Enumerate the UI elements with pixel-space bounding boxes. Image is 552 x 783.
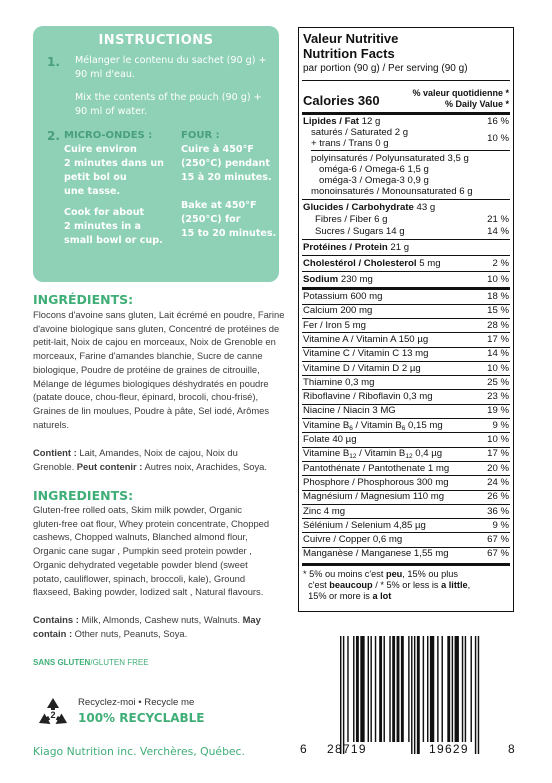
nf-sodium-label: Sodium (303, 274, 339, 285)
nf-row-cholesterol (303, 258, 509, 269)
microwave-heading: MICRO-ONDES : (64, 130, 153, 141)
nf-divider (302, 271, 510, 272)
may-contain-en-label: May (242, 614, 261, 625)
ingredients-fr-line: Graines de lin moulues, Poudre à pâte, Sel iodé, Arômes (33, 404, 270, 416)
nf-cholesterol-label: Cholestérol / Cholesterol (303, 258, 417, 269)
nf-row-omega3: oméga-3 / Omega-3 0,9 g (319, 175, 429, 186)
instructions-panel (33, 26, 279, 282)
nf-mineral-label: Vitamine $B_6$ / Vitamin $B_6$ 0,15 mg (303, 419, 443, 432)
nf-footnote-text: / * 5% or less is (372, 580, 442, 590)
barcode-bar (417, 636, 420, 754)
may-contain-fr-label: Peut contenir : (76, 460, 143, 472)
nf-footnote-bold: a lot (372, 591, 392, 601)
gluten-free-fr: SANS GLUTEN (33, 658, 91, 667)
nf-divider (302, 80, 510, 81)
nf-mineral-row (303, 491, 509, 502)
oven-heading: FOUR : (181, 130, 220, 141)
nf-divider (302, 547, 510, 548)
nf-mineral-row (303, 363, 509, 374)
barcode-bar (360, 636, 364, 742)
recyclable-label: 100% RECYCLABLE (78, 711, 205, 725)
nf-row-fat (303, 116, 509, 127)
step-1-number: 1. (47, 55, 60, 69)
nf-divider (302, 199, 510, 200)
ingredients-en-line: potato, cauliflower, spinach, broccoli, kale), Ground (33, 572, 246, 584)
microwave-fr-line: une tasse. (64, 186, 121, 197)
nf-mineral-label: Cuivre / Copper 0,6 mg (303, 534, 403, 546)
nf-divider (302, 447, 510, 448)
barcode-bar (379, 636, 382, 742)
contains-fr-text-2: Grenoble. (33, 460, 77, 472)
barcode-bar (397, 636, 400, 742)
ingredients-fr-line: biologique, Poudre de protéine de graines de citrouille, (33, 363, 260, 375)
nf-footnote-text: , 15% ou plus (402, 569, 458, 579)
barcode-bar (343, 636, 344, 754)
nf-mineral-dv: 9 % (492, 419, 509, 431)
barcode-bar (347, 636, 348, 742)
nf-divider (302, 504, 510, 505)
barcode-digit-first: 6 (300, 742, 308, 756)
ingredients-fr-line: Flocons d'avoine sans gluten, Lait écrémé en poudre, Farine (33, 309, 285, 320)
nf-mineral-dv: 10 % (487, 434, 509, 445)
ingredients-en-line: flaxseed, Baking powder, Iodized salt , Natural flavours. (33, 586, 264, 598)
microwave-en-line: Cook for about (64, 207, 145, 218)
nf-mineral-row (303, 291, 509, 302)
nf-mineral-row (303, 520, 509, 531)
nf-carb-amount: 43 g (413, 202, 436, 213)
nf-mineral-dv: 17 % (487, 333, 509, 345)
nf-divider (302, 347, 510, 348)
nf-mineral-label: Riboflavine / Riboflavin 0,3 mg (303, 391, 433, 403)
nf-mineral-dv: 36 % (487, 505, 509, 517)
nf-mineral-row (303, 477, 509, 488)
nf-divider (302, 432, 510, 433)
gluten-free-label (33, 658, 149, 667)
nf-row-mono: monoinsaturés / Monounsaturated 6 g (311, 186, 473, 197)
barcode-bar (401, 636, 404, 742)
ingredients-en-line: Organic dehydrated vegetable powder blend (sweet (33, 558, 248, 570)
ingredients-fr-line: (patate douce, chou-fleur, épinard, brocoli, chou-frisé), (33, 391, 259, 403)
nf-carb-label: Glucides / Carbohydrate (303, 202, 414, 213)
nf-row-sodium (303, 274, 509, 285)
nf-row-protein (303, 242, 509, 253)
nf-footnote-bold: a little (441, 580, 468, 590)
nf-mineral-dv: 14 % (487, 348, 509, 360)
microwave-fr-line: petit bol ou (64, 172, 127, 183)
nf-footnote-text: * 5% ou moins c'est (303, 569, 386, 579)
nf-mineral-label: Vitamine $B_{12}$ / Vitamin $B_{12}$ 0,4 µg (303, 448, 443, 461)
oven-fr-line: Cuire à 450°F (181, 144, 254, 155)
barcode-bar (392, 636, 395, 742)
nf-mineral-label: Fer / Iron 5 mg (303, 319, 366, 331)
barcode-bar (340, 636, 341, 754)
barcode-bar (423, 636, 424, 742)
barcode-bar (471, 636, 472, 742)
instructions-title: INSTRUCTIONS (98, 33, 214, 48)
nf-row-fibre (303, 214, 509, 225)
nf-mineral-row (303, 377, 509, 388)
nf-mineral-row (303, 506, 509, 517)
nf-divider (302, 461, 510, 462)
nf-row-poly: polyinsaturés / Polyunsaturated 3,5 g (311, 153, 469, 164)
nf-mineral-label: Magnésium / Magnesium 110 mg (303, 491, 445, 503)
step-1-en-line-1: Mix the contents of the pouch (90 g) + (75, 92, 262, 103)
nf-divider (302, 304, 510, 305)
oven-en-line: Bake at 450°F (181, 200, 257, 211)
nf-fibre-dv: 21 % (487, 214, 509, 225)
recycle-icon (36, 696, 70, 730)
barcode-bar (384, 636, 385, 742)
nf-divider (302, 418, 510, 419)
ingredients-en-line: Organic cane sugar , Pumpkin seed protein powder , (33, 545, 252, 557)
nf-divider (302, 375, 510, 376)
nf-mineral-row (303, 334, 509, 345)
barcode-bar (442, 636, 443, 742)
step-2-number: 2. (47, 129, 60, 143)
company-address: Kiago Nutrition inc. Verchères, Québec. (33, 745, 245, 758)
microwave-fr-line: Cuire environ (64, 144, 137, 155)
nf-mineral-dv: 26 % (487, 491, 509, 503)
nf-mineral-dv: 24 % (487, 476, 509, 488)
nf-divider (302, 239, 510, 240)
nf-mineral-label: Calcium 200 mg (303, 305, 373, 317)
barcode-bar (465, 636, 466, 742)
oven-en-line: (250°C) for (181, 214, 241, 225)
nf-mineral-row (303, 434, 509, 445)
nf-mineral-label: Vitamine D / Vitamin D 2 µg (303, 362, 421, 374)
nf-serving-size: par portion (90 g) / Per serving (90 g) (303, 63, 468, 74)
nf-mineral-row (303, 534, 509, 545)
nf-footnote-line-3 (303, 591, 509, 602)
nf-mineral-label: Vitamine C / Vitamin C 13 mg (303, 348, 429, 360)
allergens-en (33, 613, 285, 640)
nf-divider (302, 318, 510, 319)
barcode-bar (370, 636, 371, 742)
nf-divider (302, 518, 510, 519)
barcode-bar (353, 636, 354, 742)
may-contain-en-label-2: contain : (33, 627, 73, 639)
oven-fr-line: (250°C) pendant (181, 158, 270, 169)
nf-mineral-dv: 67 % (487, 548, 509, 560)
barcode-bar (437, 636, 438, 742)
nf-mineral-row (303, 463, 509, 474)
nf-divider (302, 332, 510, 333)
barcode-bar (478, 636, 479, 754)
nf-row-carb (303, 202, 509, 213)
nutrition-facts-table (298, 27, 514, 612)
nf-footnote-bold: beaucoup (329, 580, 373, 590)
ingredients-en-line: gluten-free oat flour, Whey protein concentrate, Chopped (33, 517, 270, 529)
microwave-fr-line: 2 minutes dans un (64, 158, 164, 169)
barcode-bar (411, 636, 412, 754)
nf-footnote-text: c'est (303, 580, 330, 590)
nf-row-sugars (303, 226, 509, 237)
ingredients-en-line: cashews, Chopped walnuts, Blanched almond flour, (33, 531, 248, 543)
barcode-bar (368, 636, 369, 742)
ingredients-fr-line: petit-lait, Noix de cajou en morceaux, Noix de Grenoble en (33, 336, 276, 348)
nf-mineral-row (303, 391, 509, 402)
barcode-bar (475, 636, 476, 754)
nf-sodium-dv: 10 % (487, 274, 509, 285)
nf-dv-header-en: % Daily Value * (444, 99, 509, 109)
nf-mineral-label: Folate 40 µg (303, 434, 357, 445)
recycle-text: Recyclez-moi • Recycle me (78, 697, 195, 708)
barcode-bar (356, 636, 359, 742)
nf-title-en: Nutrition Facts (303, 46, 395, 61)
nf-footnote-line-2 (303, 580, 509, 591)
nf-divider (311, 150, 510, 151)
ingredients-fr-line: d'avoine biologique sans gluten, Concentré de protéines de (33, 322, 280, 334)
ingredients-en-text (33, 503, 285, 599)
nf-mineral-row (303, 305, 509, 316)
barcode-bar (462, 636, 463, 742)
nf-divider-thick (302, 563, 510, 566)
nf-cholesterol-dv: 2 % (492, 258, 509, 269)
barcode-digits-left: 28719 (327, 742, 367, 756)
nf-mineral-dv: 18 % (487, 291, 509, 302)
barcode-digits-right: 19629 (429, 742, 469, 756)
nf-mineral-dv: 28 % (487, 319, 509, 331)
barcode-bar (408, 636, 409, 742)
barcode-bar (414, 636, 415, 754)
ingredients-en-heading: INGREDIENTS: (33, 488, 134, 503)
ingredients-fr-heading: INGRÉDIENTS: (33, 292, 134, 307)
barcode-bar (389, 636, 390, 742)
nf-row-saturated: saturés / Saturated 2 g (311, 127, 409, 138)
nf-trans-dv: 10 % (487, 133, 509, 144)
ingredients-fr-line: naturels. (33, 418, 69, 430)
nf-mineral-dv: 9 % (492, 519, 509, 531)
nf-mineral-dv: 19 % (487, 405, 509, 417)
nf-mineral-label: Sélénium / Selenium 4,85 µg (303, 519, 426, 531)
ingredients-fr-line: morceaux, Farine d'amandes blanchie, Sucre de canne (33, 350, 263, 362)
microwave-en-line: small bowl or cup. (64, 235, 163, 246)
nf-sugars-label: Sucres / Sugars 14 g (315, 226, 405, 237)
step-1-en-line-2: 90 ml of water. (75, 106, 148, 117)
nf-mineral-label: Thiamine 0,3 mg (303, 376, 375, 388)
nf-footnote-line-1 (303, 569, 509, 580)
nf-mineral-label: Potassium 600 mg (303, 291, 383, 302)
nf-mineral-label: Zinc 4 mg (303, 505, 346, 517)
nf-divider-thick (302, 112, 510, 115)
contains-fr-text: Lait, Amandes, Noix de cajou, Noix du (76, 447, 238, 458)
nf-mineral-row (303, 320, 509, 331)
nf-calories: Calories 360 (303, 93, 380, 108)
nf-divider (302, 361, 510, 362)
nf-mineral-row (303, 548, 509, 559)
nf-mineral-row (303, 405, 509, 416)
nf-mineral-label: Vitamine A / Vitamin A 150 µg (303, 333, 429, 345)
nf-mineral-label: Pantothénate / Pantothenate 1 mg (303, 462, 450, 474)
nf-trans-label: + trans / Trans 0 g (311, 138, 389, 149)
contains-fr-label: Contient : (33, 447, 77, 458)
nf-cholesterol-amount: 5 mg (416, 258, 441, 269)
oven-fr-line: 15 à 20 minutes. (181, 172, 272, 183)
nf-mineral-dv: 17 % (487, 448, 509, 460)
may-contain-fr-text: Autres noix, Arachides, Soya. (142, 460, 267, 472)
recycle-number: 2 (50, 710, 56, 720)
nf-sugars-dv: 14 % (487, 226, 509, 237)
nf-divider (302, 389, 510, 390)
barcode-bar (455, 636, 459, 742)
nf-mineral-dv: 20 % (487, 462, 509, 474)
barcode-digit-last: 8 (508, 742, 516, 756)
nf-fat-dv: 16 % (487, 116, 509, 127)
nf-mineral-label: Manganèse / Manganese 1,55 mg (303, 548, 449, 560)
ingredients-en-line: Gluten-free rolled oats, Skim milk powder, Organic (33, 504, 242, 515)
nf-fat-label: Lipides / Fat (303, 116, 359, 127)
nf-mineral-dv: 10 % (487, 362, 509, 374)
nf-mineral-dv: 15 % (487, 305, 509, 317)
nf-footnote-bold: peu (385, 569, 403, 579)
contains-en-label: Contains : (33, 614, 79, 625)
microwave-en-line: 2 minutes in a (64, 221, 142, 232)
barcode-bar (452, 636, 453, 742)
nf-divider (302, 404, 510, 405)
nf-footnote-text: 15% or more is (303, 591, 373, 601)
nf-dv-header-fr: % valeur quotidienne * (412, 88, 509, 98)
nf-divider (302, 532, 510, 533)
nf-mineral-row (303, 348, 509, 359)
nf-sodium-amount: 230 mg (338, 274, 373, 285)
ingredients-fr-text (33, 308, 285, 431)
nf-divider (302, 255, 510, 256)
nf-mineral-dv: 25 % (487, 376, 509, 388)
nf-row-omega6: oméga-6 / Omega-6 1,5 g (319, 164, 429, 175)
ingredients-fr-line: Mélange de légumes biologiques déshydratés en poudre (33, 377, 269, 389)
step-1-fr-line-1: Mélanger le contenu du sachet (90 g) + (75, 55, 267, 66)
step-1-fr-line-2: 90 ml d'eau. (75, 69, 135, 80)
oven-en-line: 15 to 20 minutes. (181, 228, 277, 239)
contains-en-text: Milk, Almonds, Cashew nuts, Walnuts. (78, 614, 243, 625)
nf-mineral-label: Phosphore / Phosphorous 300 mg (303, 476, 449, 488)
nf-divider (302, 475, 510, 476)
barcode-bar (430, 636, 434, 742)
barcode-bar (375, 636, 376, 742)
nf-mineral-label: Niacine / Niacin 3 MG (303, 405, 396, 417)
nf-fat-amount: 12 g (358, 116, 381, 127)
nf-footnote-text: , (467, 580, 471, 590)
nf-divider (302, 490, 510, 491)
nf-protein-amount: 21 g (387, 242, 410, 253)
barcode-bar (427, 636, 428, 742)
may-contain-en-text: Other nuts, Peanuts, Soya. (72, 627, 188, 639)
nf-mineral-dv: 23 % (487, 391, 509, 403)
nf-protein-label: Protéines / Protein (303, 242, 388, 253)
nf-mineral-dv: 67 % (487, 534, 509, 546)
nf-title-fr: Valeur Nutritive (303, 31, 399, 46)
allergens-fr (33, 446, 285, 473)
nf-divider-thick (302, 287, 510, 290)
gluten-free-en: /GLUTEN FREE (90, 658, 149, 667)
nf-row-trans (303, 133, 509, 149)
nf-fibre-label: Fibres / Fiber 6 g (315, 214, 388, 225)
barcode-bar (447, 636, 450, 742)
